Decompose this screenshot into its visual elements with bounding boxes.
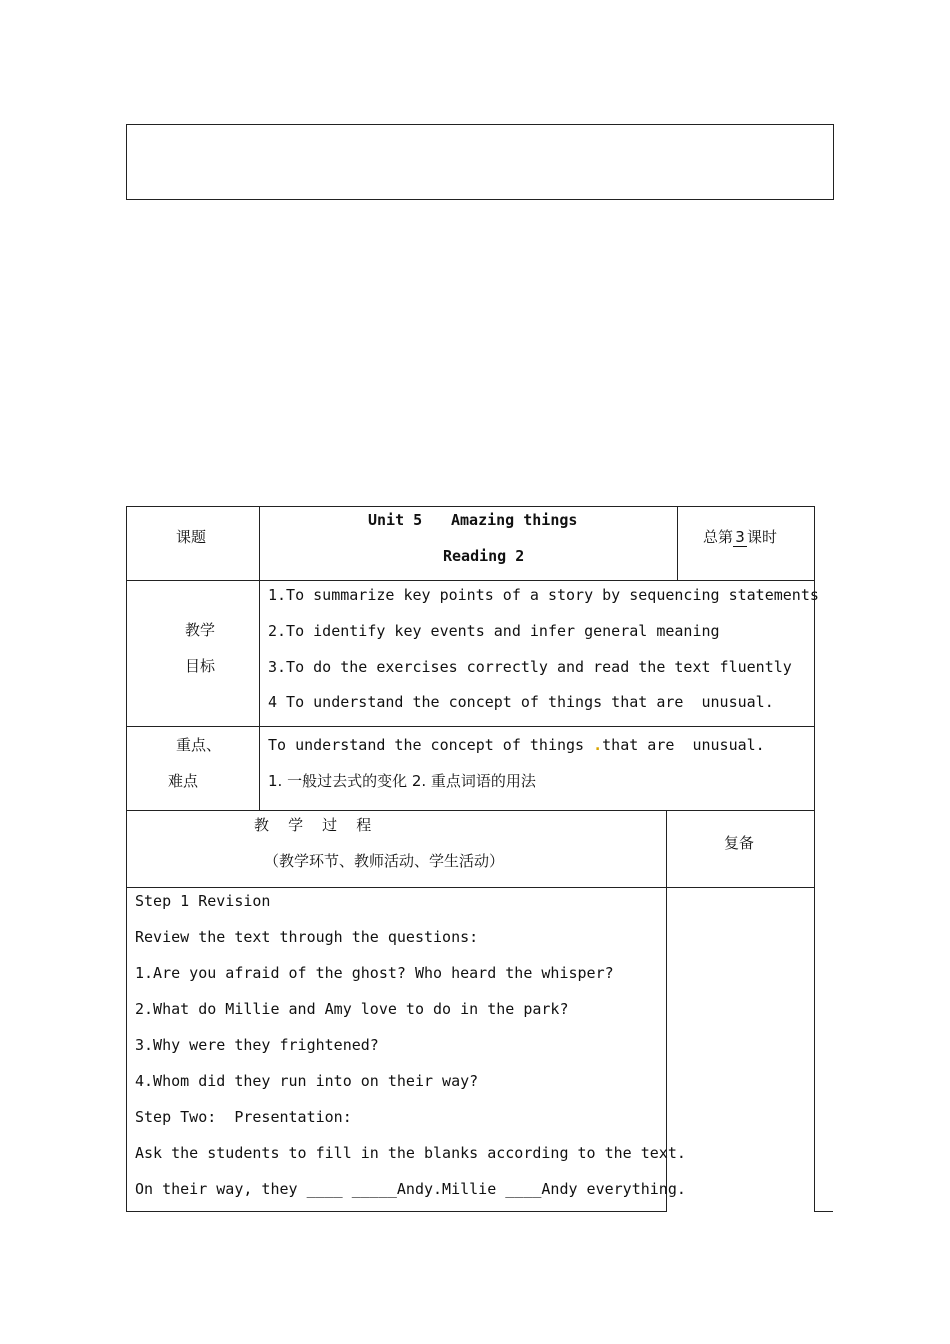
header-box [126, 124, 834, 200]
period-number: 3 [733, 528, 747, 547]
goals-label-line2: 目标 [185, 657, 216, 675]
content-line: On their way, they ____ _____Andy.Millie ____Andy everything. [135, 1180, 686, 1198]
difficulty-text: 1. 一般过去式的变化 2. 重点词语的用法 [268, 772, 536, 790]
content-line: Review the text through the questions: [135, 928, 479, 946]
focus-label-line2: 难点 [168, 772, 199, 790]
goal-item: 2.To identify key events and infer general meaning [268, 622, 720, 640]
table-border-bottom [126, 1211, 667, 1212]
content-line: Step 1 Revision [135, 892, 271, 910]
focus-text: To understand the concept of things .that are unusual. [268, 736, 765, 754]
col-divider-label [259, 506, 260, 810]
content-line: 3.Why were they frightened? [135, 1036, 379, 1054]
row-divider-1 [126, 580, 815, 581]
table-border-tail [814, 1211, 833, 1212]
process-title: 教 学 过 程 [254, 816, 372, 834]
goals-label-line1: 教学 [185, 621, 216, 639]
content-line: 2.What do Millie and Amy love to do in the park? [135, 1000, 569, 1018]
unit-name: Amazing things [451, 511, 578, 529]
content-line: 4.Whom did they run into on their way? [135, 1072, 479, 1090]
table-border-left [126, 506, 127, 1212]
content-line: Step Two: Presentation: [135, 1108, 352, 1126]
goal-item: 4 To understand the concept of things that are unusual. [268, 693, 774, 711]
goal-item: 1.To summarize key points of a story by sequencing statements [268, 586, 819, 604]
row-divider-2 [126, 726, 815, 727]
topic-label: 课题 [176, 528, 207, 546]
prep-label: 复备 [724, 834, 755, 852]
lesson-subtitle: Reading 2 [443, 547, 525, 565]
goal-item: 3.To do the exercises correctly and read the text fluently [268, 658, 792, 676]
process-subtitle: （教学环节、教师活动、学生活动） [264, 852, 505, 870]
unit-label: Unit 5 [368, 511, 423, 529]
content-line: Ask the students to fill in the blanks according to the text. [135, 1144, 686, 1162]
focus-label-line1: 重点、 [176, 736, 222, 754]
table-border-right [814, 506, 815, 1212]
content-line: 1.Are you afraid of the ghost? Who heard the whisper? [135, 964, 614, 982]
row-divider-3 [126, 810, 815, 811]
period-count: 总第 3 课时 [703, 528, 778, 546]
table-border-top [126, 506, 815, 507]
row-divider-4 [126, 887, 815, 888]
col-divider-period [677, 506, 678, 580]
focus-dot: . [593, 736, 603, 754]
